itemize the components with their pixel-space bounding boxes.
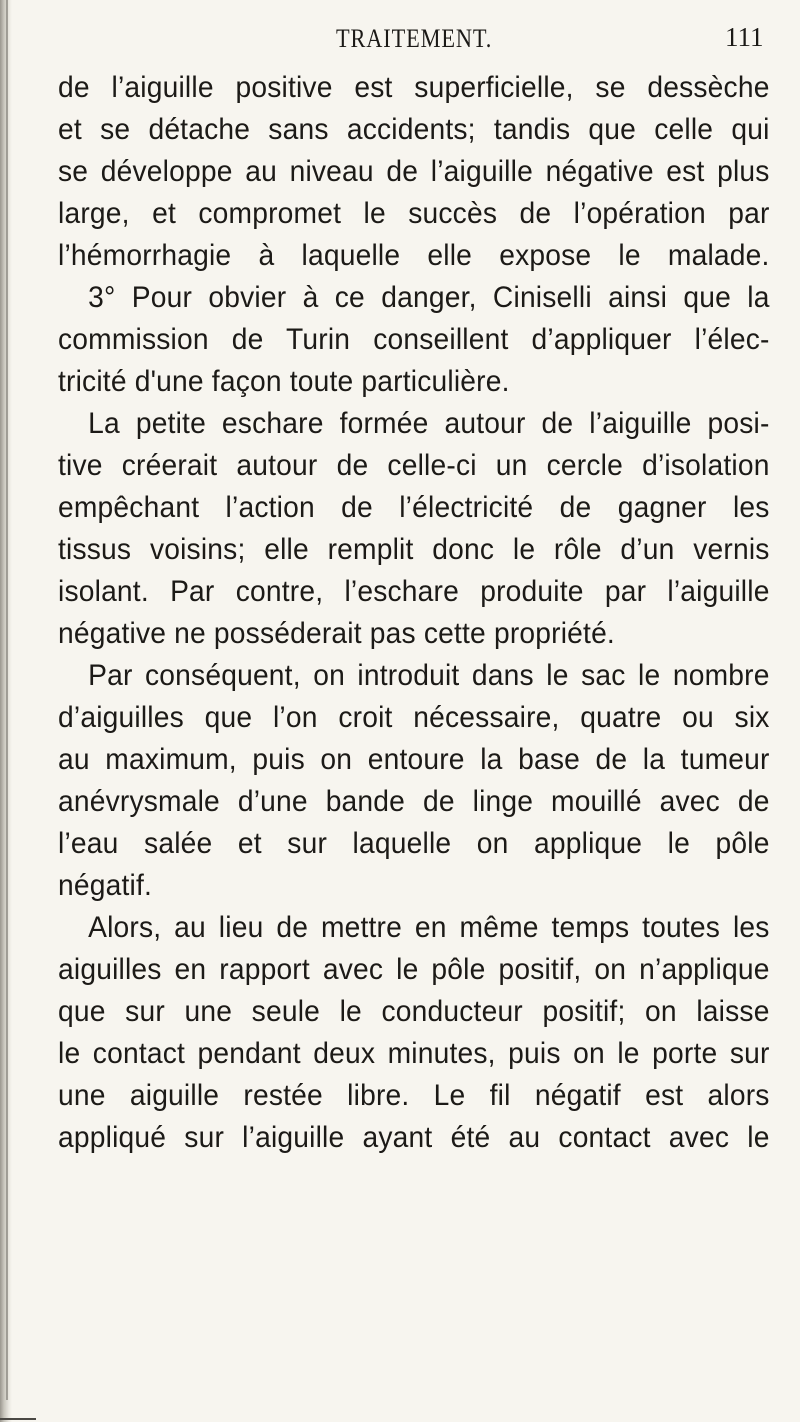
text-line: de l’aiguille positive est superficielle, se dessèche — [58, 71, 770, 104]
text-line: d’aiguilles que l’on croit nécessaire, quatre ou six — [58, 701, 770, 734]
text-line: isolant. Par contre, l’eschare produite par l’aiguille — [58, 575, 770, 608]
text-line: négative ne posséderait pas cette propriété. — [58, 617, 615, 650]
text-line: 3° Pour obvier à ce danger, Ciniselli ainsi que la — [88, 281, 770, 314]
text-line: Par conséquent, on introduit dans le sac le nombre — [88, 659, 770, 692]
text-line: se développe au niveau de l’aiguille négative est plus — [58, 155, 770, 188]
text-line: Alors, au lieu de mettre en même temps toutes les — [88, 911, 770, 944]
text-line: anévrysmale d’une bande de linge mouillé avec de — [58, 785, 770, 818]
text-line: tive créerait autour de celle-ci un cercle d’isolation — [58, 449, 770, 482]
page-text — [58, 67, 770, 1159]
text-line: large, et compromet le succès de l’opération par — [58, 197, 770, 230]
text-line: La petite eschare formée autour de l’aiguille posi- — [88, 407, 770, 440]
page-edge-rule — [6, 0, 8, 1400]
text-line: tricité d'une façon toute particulière. — [58, 365, 510, 398]
text-line: empêchant l’action de l’électricité de gagner les — [58, 491, 770, 524]
text-line: le contact pendant deux minutes, puis on le porte sur — [58, 1037, 770, 1070]
text-line: l’eau salée et sur laquelle on applique le pôle — [58, 827, 770, 860]
text-line: commission de Turin conseillent d’appliquer l’élec- — [58, 323, 770, 356]
text-line: appliqué sur l’aiguille ayant été au contact avec le — [58, 1121, 770, 1154]
text-line: au maximum, puis on entoure la base de la tumeur — [58, 743, 770, 776]
text-line: aiguilles en rapport avec le pôle positif, on n’applique — [58, 953, 770, 986]
text-line: tissus voisins; elle remplit donc le rôle d’un vernis — [58, 533, 770, 566]
text-line: négatif. — [58, 869, 153, 902]
text-line: l’hémorrhagie à laquelle elle expose le malade. — [58, 239, 770, 272]
text-line: une aiguille restée libre. Le fil négatif est alors — [58, 1079, 770, 1112]
running-header — [58, 24, 770, 64]
page-bottom-rule — [0, 1418, 36, 1420]
text-line: que sur une seule le conducteur positif; on laisse — [58, 995, 770, 1028]
running-title: TRAITEMENT. — [336, 24, 493, 53]
text-line: et se détache sans accidents; tandis que celle qui — [58, 113, 770, 146]
page-number: 111 — [725, 22, 764, 52]
